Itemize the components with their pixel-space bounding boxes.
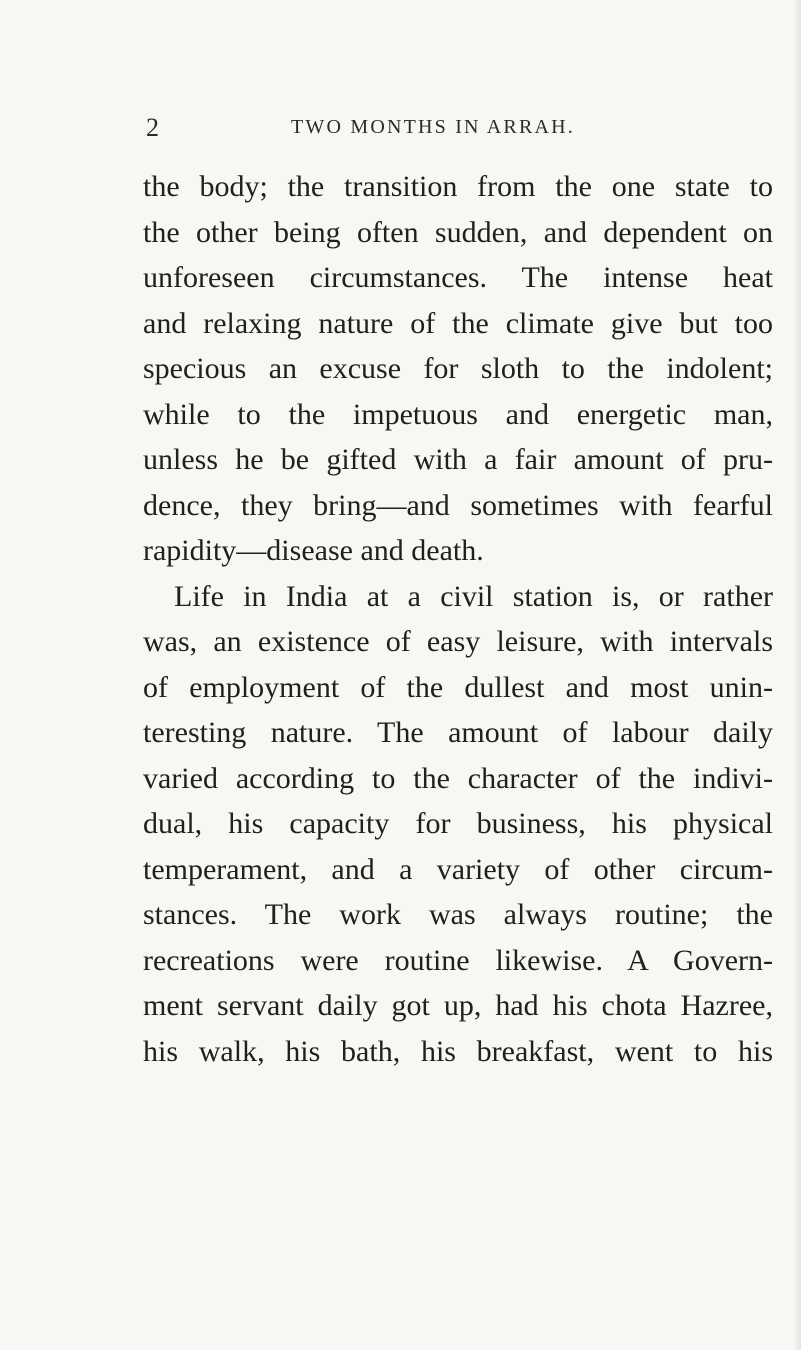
- paragraph-start-line: Life in India at a civil station is, or rather: [174, 579, 773, 613]
- paragraph-end-line: rapidity—disease and death.: [143, 534, 484, 567]
- running-title: TWO MONTHS IN ARRAH.: [291, 116, 575, 138]
- text-line: was, an existence of easy leisure, with intervals: [143, 625, 773, 658]
- text-line: recreations were routine likewise. A Govern-: [143, 943, 773, 977]
- text-line: and relaxing nature of the climate give but too: [143, 306, 773, 340]
- text-line: unforeseen circumstances. The intense heat: [143, 261, 773, 294]
- text-line: stances. The work was always routine; the: [143, 898, 773, 931]
- body-text: [143, 164, 773, 1074]
- text-line: while to the impetuous and energetic man,: [143, 397, 773, 431]
- text-line: the body; the transition from the one state to: [143, 170, 773, 203]
- text-line: dual, his capacity for business, his physical: [143, 807, 773, 840]
- page-number: 2: [146, 113, 161, 142]
- text-line: unless he be gifted with a fair amount of pru-: [143, 443, 773, 476]
- text-line: the other being often sudden, and dependent on: [143, 215, 773, 249]
- text-line: temperament, and a variety of other circum-: [143, 852, 773, 886]
- text-line: his walk, his bath, his breakfast, went to his: [143, 1034, 773, 1068]
- text-line: teresting nature. The amount of labour daily: [143, 716, 773, 749]
- running-head: [0, 113, 801, 149]
- page-edge-shadow: [793, 0, 801, 1350]
- text-line: dence, they bring—and sometimes with fearful: [143, 488, 773, 522]
- text-line: of employment of the dullest and most unin-: [143, 670, 773, 704]
- text-line: specious an excuse for sloth to the indolent;: [143, 352, 773, 385]
- text-line: ment servant daily got up, had his chota Hazree,: [143, 989, 773, 1022]
- text-line: varied according to the character of the indivi-: [143, 761, 773, 795]
